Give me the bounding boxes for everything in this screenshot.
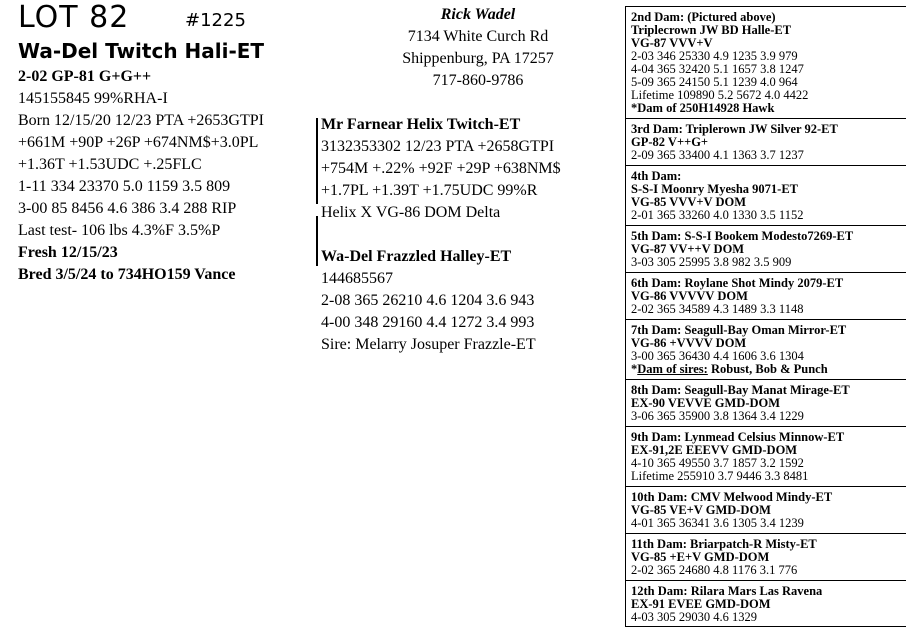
pedigree-line: 3-06 365 35900 3.8 1364 3.4 1229: [631, 409, 804, 423]
pedigree-line: 4th Dam:: [631, 169, 682, 183]
pedigree-line: 8th Dam: Seagull-Bay Manat Mirage-ET: [631, 383, 850, 397]
pedigree-line: 9th Dam: Lynmead Celsius Minnow-ET: [631, 430, 845, 444]
lot-number: #1225: [185, 10, 246, 31]
pedigree-line: S-S-I Moonry Myesha 9071-ET: [631, 182, 799, 196]
dam-line: Sire: Melarry Josuper Frazzle-ET: [321, 336, 536, 353]
pedigree-line-prefix: *: [631, 362, 638, 376]
pedigree-line: 4-03 305 29030 4.6 1329: [631, 610, 758, 624]
pedigree-line: VG-86 +VVVV DOM: [631, 336, 747, 350]
pedigree-line: 11th Dam: Briarpatch-R Misty-ET: [631, 537, 817, 551]
info-line: 2-02 GP-81 G+G++: [18, 68, 152, 85]
dam-line: 4-00 348 29160 4.4 1272 3.4 993: [321, 314, 535, 331]
pedigree-line: VG-87 VVV+V: [631, 36, 713, 50]
dam-line: 2-08 365 26210 4.6 1204 3.6 943: [321, 292, 535, 309]
pedigree-line: 2-03 346 25330 4.9 1235 3.9 979: [631, 49, 798, 63]
pedigree-line: VG-87 VV++V DOM: [631, 242, 745, 256]
consignor-address-line-1: 7134 White Curch Rd: [407, 28, 549, 45]
pedigree-dam-block: [626, 166, 906, 226]
sire-name: Mr Farnear Helix Twitch-ET: [321, 116, 521, 133]
pedigree-line: 4-10 365 49550 3.7 1857 3.2 1592: [631, 456, 804, 470]
pedigree-line: 10th Dam: CMV Melwood Mindy-ET: [631, 490, 833, 504]
pedigree-line: VG-85 +E+V GMD-DOM: [631, 550, 770, 564]
pedigree-line: 4-04 365 32420 5.1 1657 3.8 1247: [631, 62, 804, 76]
pedigree-dam-block: [626, 119, 906, 166]
pedigree-dam-block: [626, 581, 906, 627]
sire-line: +1.7PL +1.39T +1.75UDC 99%R: [321, 182, 538, 199]
pedigree-dam-block: [626, 427, 906, 487]
pedigree-line: 2-09 365 33400 4.1 1363 3.7 1237: [631, 148, 804, 162]
info-line: 145155845 99%RHA-I: [18, 90, 168, 107]
pedigree-line: EX-91,2E EEEVV GMD-DOM: [631, 443, 798, 457]
pedigree-dam-block: [626, 273, 906, 320]
main-info: [18, 66, 318, 286]
info-line: Born 12/15/20 12/23 PTA +2653GTPI: [18, 112, 264, 129]
pedigree-line: VG-86 VVVVV DOM: [631, 289, 748, 303]
info-line: 3-00 85 8456 4.6 386 3.4 288 RIP: [18, 200, 237, 217]
pedigree-line: Lifetime 109890 5.2 5672 4.0 4422: [631, 88, 809, 102]
pedigree-line: EX-90 VEVVE GMD-DOM: [631, 396, 781, 410]
pedigree-dam-block: [626, 7, 906, 119]
pedigree-line: [631, 363, 906, 376]
pedigree-line: 4-01 365 36341 3.6 1305 3.4 1239: [631, 516, 804, 530]
pedigree-line: 2-01 365 33260 4.0 1330 3.5 1152: [631, 208, 804, 222]
pedigree-line: 5-09 365 24150 5.1 1239 4.0 964: [631, 75, 798, 89]
sire-rule: [316, 118, 318, 204]
pedigree-line: 3-03 305 25995 3.8 982 3.5 909: [631, 255, 792, 269]
pedigree-line: Triplecrown JW BD Halle-ET: [631, 23, 792, 37]
pedigree-line: 2nd Dam: (Pictured above): [631, 10, 776, 24]
pedigree-dam-block: [626, 226, 906, 273]
pedigree-line: 2-02 365 24680 4.8 1176 3.1 776: [631, 563, 798, 577]
pedigree-line: 7th Dam: Seagull-Bay Oman Mirror-ET: [631, 323, 847, 337]
pedigree-line: EX-91 EVEE GMD-DOM: [631, 597, 771, 611]
info-line: +661M +90P +26P +674NM$+3.0PL: [18, 134, 259, 151]
sire-line: 3132353302 12/23 PTA +2658GTPI: [321, 138, 555, 155]
pedigree-line: Lifetime 255910 3.7 9446 3.3 8481: [631, 469, 809, 483]
info-line: +1.36T +1.53UDC +.25FLC: [18, 156, 202, 173]
pedigree-dam-block: [626, 320, 906, 380]
pedigree-line: VG-85 VE+V GMD-DOM: [631, 503, 771, 517]
pedigree-line-rest: Robust, Bob & Punch: [707, 362, 828, 376]
pedigree-dam-block: [626, 534, 906, 581]
pedigree-line: 2-02 365 34589 4.3 1489 3.3 1148: [631, 302, 804, 316]
pedigree-line: *Dam of 250H14928 Hawk: [631, 101, 775, 115]
dam-rule: [316, 216, 318, 266]
dam-name: Wa-Del Frazzled Halley-ET: [321, 248, 512, 265]
animal-name: Wa-Del Twitch Hali-ET: [18, 39, 265, 63]
info-line: 1-11 334 23370 5.0 1159 3.5 809: [18, 178, 231, 195]
pedigree-line: GP-82 V++G+: [631, 135, 709, 149]
pedigree-panel: [625, 6, 906, 627]
info-line: Fresh 12/15/23: [18, 244, 118, 261]
pedigree-dam-block: [626, 380, 906, 427]
consignor-name: Rick Wadel: [440, 6, 516, 23]
pedigree-line: 12th Dam: Rilara Mars Las Ravena: [631, 584, 823, 598]
pedigree-dam-block: [626, 487, 906, 534]
pedigree-line-underlined: Dam of sires:: [637, 362, 708, 376]
pedigree-line: 3-00 365 36430 4.4 1606 3.6 1304: [631, 349, 804, 363]
pedigree-line: 3rd Dam: Triplerown JW Silver 92-ET: [631, 122, 838, 136]
dam-block: [321, 246, 536, 356]
dam-line: 144685567: [321, 270, 393, 287]
pedigree-line: 5th Dam: S-S-I Bookem Modesto7269-ET: [631, 229, 854, 243]
info-line: Last test- 106 lbs 4.3%F 3.5%P: [18, 222, 221, 239]
sire-line: Helix X VG-86 DOM Delta: [321, 204, 501, 221]
info-line: Bred 3/5/24 to 734HO159 Vance: [18, 266, 236, 283]
lot-label: LOT 82: [18, 0, 130, 35]
consignor-block: [358, 4, 598, 92]
consignor-address-line-2: Shippenburg, PA 17257: [402, 50, 554, 67]
sire-line: +754M +.22% +92F +29P +638NM$: [321, 160, 561, 177]
consignor-phone: 717-860-9786: [432, 72, 524, 89]
sire-block: [321, 114, 561, 224]
pedigree-line: VG-85 VVV+V DOM: [631, 195, 746, 209]
pedigree-line: 6th Dam: Roylane Shot Mindy 2079-ET: [631, 276, 844, 290]
